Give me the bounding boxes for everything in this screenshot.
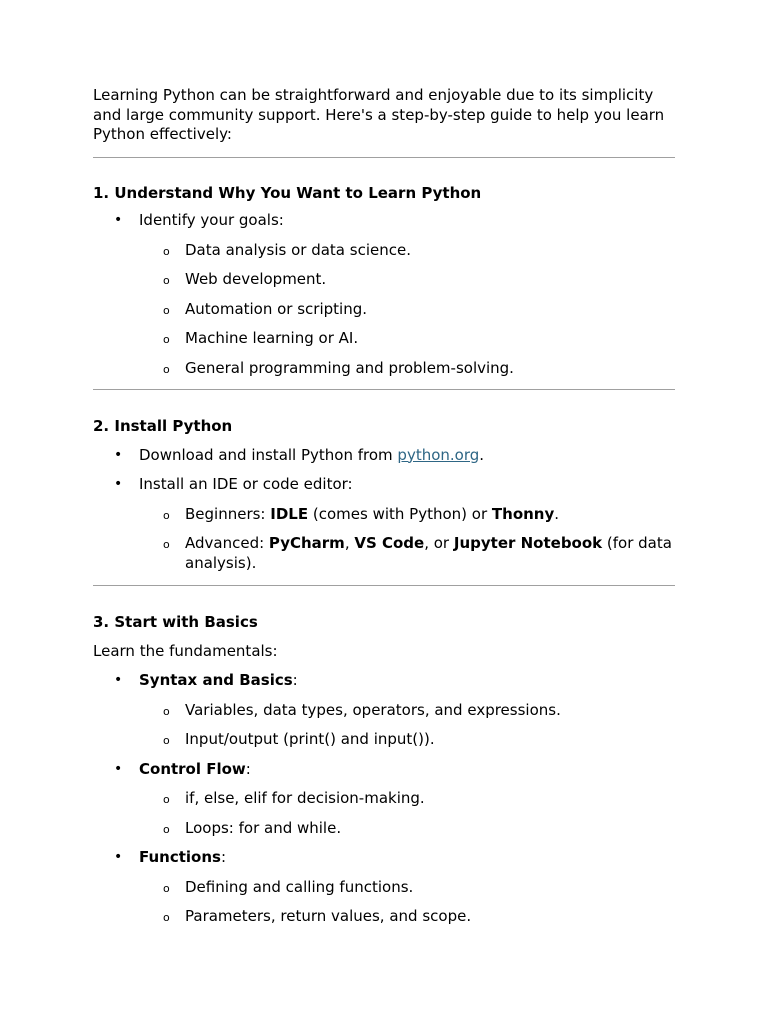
section-heading-goals: 1. Understand Why You Want to Learn Python <box>93 183 482 202</box>
beginners-label: Beginners: <box>185 504 271 523</box>
basics-list <box>93 671 675 927</box>
divider <box>93 157 675 158</box>
sub-item-text: if, else, elif for decision-making. <box>185 789 425 807</box>
goals-list <box>93 211 675 378</box>
list-item <box>93 848 675 927</box>
sub-bullet-icon: o <box>163 538 170 551</box>
sub-list-item <box>93 300 675 320</box>
sub-list-item <box>93 789 675 809</box>
advanced-end: (for data analysis). <box>185 534 672 572</box>
divider <box>93 585 675 586</box>
sub-list-item <box>93 730 675 750</box>
list-item <box>93 671 675 750</box>
sub-item-text: Automation or scripting. <box>185 299 368 318</box>
tool-name: Jupyter Notebook <box>453 534 603 552</box>
sub-list <box>93 789 675 838</box>
install-list <box>93 446 675 574</box>
separator: , or <box>424 534 454 552</box>
tool-name: PyCharm <box>268 534 345 552</box>
sub-bullet-icon: o <box>163 704 170 718</box>
sub-list-item <box>93 241 675 261</box>
section-lead: Learn the fundamentals: <box>93 641 278 660</box>
bullet-icon: • <box>114 446 123 463</box>
sub-bullet-icon: o <box>163 303 170 317</box>
group-suffix: : <box>220 848 227 866</box>
group-suffix: : <box>292 671 298 689</box>
document-page <box>93 86 675 927</box>
bullet-icon: • <box>114 672 123 688</box>
intro-paragraph: Learning Python can be straightforward and enjoyable due to its simplicity and large community support. Here's a step-by-step guide to help you learn Python effectively: <box>93 86 665 143</box>
group-suffix: : <box>245 759 251 778</box>
list-item <box>93 475 675 573</box>
sub-item-text: Parameters, return values, and scope. <box>185 907 472 925</box>
sub-bullet-icon: o <box>163 911 170 924</box>
sub-item-text: Variables, data types, operators, and expressions. <box>185 700 561 719</box>
sub-bullet-icon: o <box>163 274 170 287</box>
list-item <box>93 211 675 378</box>
sub-list-item <box>93 329 675 349</box>
bullet-icon: • <box>114 476 123 492</box>
sub-item-text: Data analysis or data science. <box>185 240 411 259</box>
sub-bullet-icon: o <box>163 881 170 895</box>
sub-item-text: Machine learning or AI. <box>185 329 359 347</box>
sub-item-text: Web development. <box>185 270 327 288</box>
section-heading-basics: 3. Start with Basics <box>93 613 258 631</box>
sub-list <box>93 878 675 927</box>
list-item <box>93 446 675 466</box>
sub-bullet-icon: o <box>163 244 170 258</box>
sub-bullet-icon: o <box>163 508 170 522</box>
group-title: Functions <box>139 848 221 866</box>
tool-name: VS Code <box>354 534 425 552</box>
python-org-link[interactable]: python.org <box>397 445 480 464</box>
tool-name: Thonny <box>491 504 555 523</box>
tool-name: IDLE <box>270 504 309 523</box>
sub-list-item <box>93 819 675 839</box>
sub-list-item <box>93 505 675 525</box>
sub-bullet-icon: o <box>163 822 170 836</box>
sub-item-text: Input/output (print() and input()). <box>185 730 435 748</box>
group-title: Syntax and Basics <box>139 671 293 689</box>
sub-list <box>93 505 675 574</box>
list-item-text: Identify your goals: <box>139 211 284 229</box>
sub-list-item <box>93 907 675 927</box>
sub-bullet-icon: o <box>163 734 170 747</box>
group-title: Control Flow <box>139 759 246 778</box>
section-heading-install: 2. Install Python <box>93 417 233 435</box>
sub-list-item <box>93 701 675 721</box>
advanced-label: Advanced: <box>185 534 269 552</box>
list-item-suffix: . <box>479 445 485 464</box>
bullet-icon: • <box>114 849 123 865</box>
beginners-mid: (comes with Python) or <box>308 504 492 523</box>
beginners-end: . <box>554 504 560 523</box>
bullet-icon: • <box>114 760 123 777</box>
sub-list-item <box>93 534 675 573</box>
sub-item-text: General programming and problem-solving. <box>185 358 514 377</box>
list-item-text: Download and install Python from <box>139 445 398 464</box>
sub-bullet-icon: o <box>163 362 170 376</box>
sub-item-text: Defining and calling functions. <box>185 877 414 896</box>
sub-item-text: Loops: for and while. <box>185 818 342 837</box>
sub-list-item <box>93 359 675 379</box>
list-item-text: Install an IDE or code editor: <box>139 475 353 493</box>
sub-list <box>93 241 675 379</box>
sub-list-item <box>93 270 675 290</box>
separator: , <box>344 534 355 552</box>
bullet-icon: • <box>114 212 123 228</box>
list-item <box>93 760 675 839</box>
sub-bullet-icon: o <box>163 333 170 346</box>
sub-bullet-icon: o <box>163 793 170 806</box>
sub-list <box>93 701 675 750</box>
divider <box>93 389 675 390</box>
sub-list-item <box>93 878 675 898</box>
